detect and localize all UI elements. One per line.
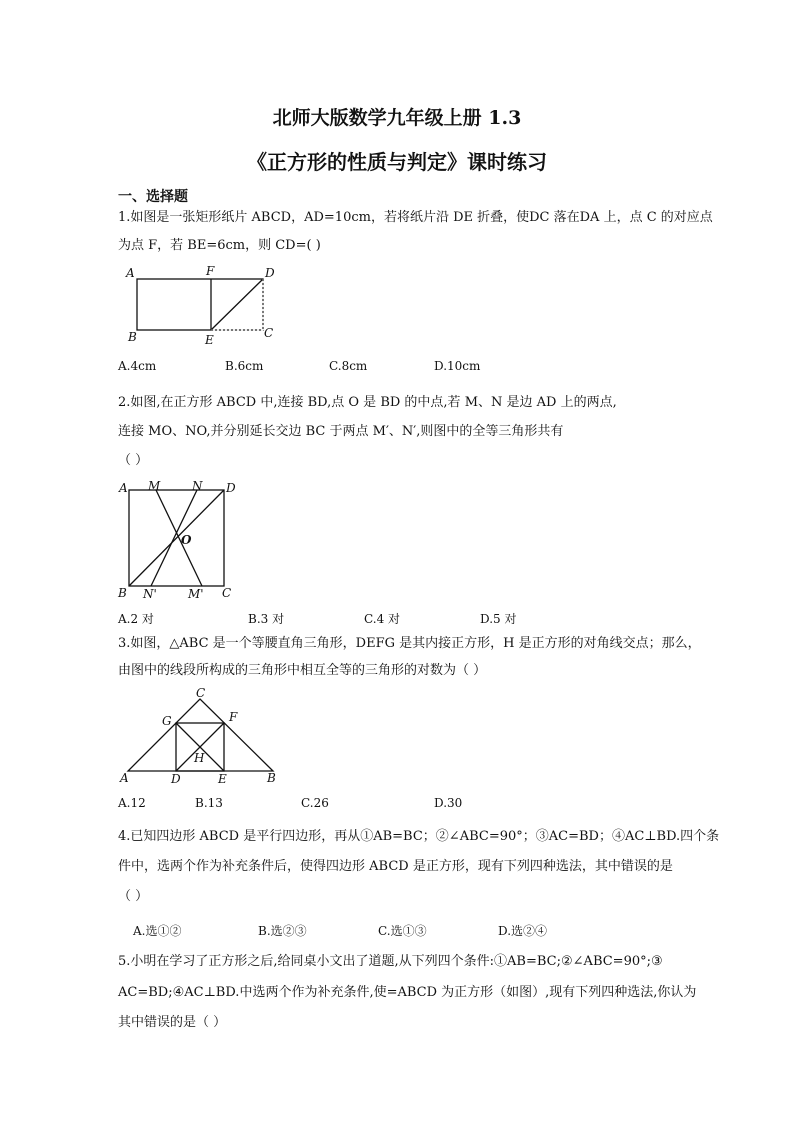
- q2-label-a: A: [119, 481, 128, 495]
- q3-label-g: G: [162, 714, 172, 728]
- q2-option-a[interactable]: A.2 对: [118, 612, 154, 626]
- q1-figure: [120, 262, 280, 348]
- q2-figure: [115, 476, 245, 606]
- q3-option-a[interactable]: A.12: [118, 796, 146, 810]
- q2-label-d: D: [226, 481, 236, 495]
- q1-label-a: A: [126, 266, 135, 280]
- q5-text-line2: AC=BD;④AC⊥BD.中选两个作为补充条件,使=ABCD 为正方形（如图）,现有下列四种选法,你认为: [118, 985, 697, 1000]
- q3-label-d: D: [171, 772, 181, 786]
- q5-text-line1: 5.小明在学习了正方形之后,给同桌小文出了道题,从下列四个条件:①AB=BC;②∠ABC=90°;③: [118, 954, 663, 969]
- q2-label-n: N: [192, 479, 203, 493]
- q2-option-c[interactable]: C.4 对: [364, 612, 401, 626]
- q2-text-line3: （ ）: [118, 453, 149, 468]
- q4-text-line2: 件中，选两个作为补充条件后，使得四边形 ABCD 是正方形，现有下列四种选法，其中错误的是: [118, 859, 673, 874]
- q2-option-d[interactable]: D.5 对: [480, 612, 517, 626]
- q1-label-f: F: [206, 264, 215, 278]
- q1-label-c: C: [264, 326, 274, 340]
- q4-text-line1: 4.已知四边形 ABCD 是平行四边形，再从①AB=BC；②∠ABC=90°；③AC=BD；④AC⊥BD.四个条: [118, 829, 720, 844]
- q1-label-e: E: [205, 333, 214, 347]
- q5-text-line3: 其中错误的是（ ）: [118, 1015, 227, 1030]
- q3-label-e: E: [218, 772, 227, 786]
- doc-title-line2: 《正方形的性质与判定》课时练习: [247, 150, 547, 174]
- doc-title-line1: 北师大版数学九年级上册 1.3: [272, 107, 522, 129]
- q3-text-line1: 3.如图，△ABC 是一个等腰直角三角形，DEFG 是其内接正方形，H 是正方形的对角线交点；那么，: [118, 636, 701, 651]
- q2-label-n-prime: N': [143, 587, 157, 601]
- q1-text-line2: 为点 F，若 BE=6cm，则 CD=( ): [118, 238, 321, 253]
- q2-label-c: C: [222, 586, 232, 600]
- q2-label-m: M: [148, 479, 161, 493]
- q2-text-line1: 2.如图,在正方形 ABCD 中,连接 BD,点 O 是 BD 的中点,若 M、N 是边 AD 上的两点,: [118, 395, 617, 410]
- q3-option-b[interactable]: B.13: [195, 796, 223, 810]
- q4-text-line3: （ ）: [118, 889, 149, 904]
- q4-option-a[interactable]: A.选①②: [133, 924, 182, 938]
- q1-option-a[interactable]: A.4cm: [118, 359, 157, 373]
- q4-option-b[interactable]: B.选②③: [258, 924, 307, 938]
- section-heading: 一、选择题: [118, 189, 188, 205]
- q2-option-b[interactable]: B.3 对: [248, 612, 285, 626]
- q2-label-b: B: [118, 586, 127, 600]
- q2-label-o: O: [181, 533, 192, 547]
- q3-figure: [115, 684, 285, 786]
- q4-option-c[interactable]: C.选①③: [378, 924, 427, 938]
- q2-text-line2: 连接 MO、NO,并分别延长交边 BC 于两点 M′、N′,则图中的全等三角形共有: [118, 424, 564, 439]
- q3-text-line2: 由图中的线段所构成的三角形中相互全等的三角形的对数为（ ）: [118, 663, 487, 678]
- q3-label-f: F: [229, 710, 238, 724]
- q4-option-d[interactable]: D.选②④: [498, 924, 548, 938]
- q3-label-c: C: [196, 686, 206, 700]
- q3-option-c[interactable]: C.26: [301, 796, 329, 810]
- q3-option-d[interactable]: D.30: [434, 796, 463, 810]
- q1-label-b: B: [128, 330, 137, 344]
- q3-label-b: B: [267, 771, 276, 785]
- q3-label-h: H: [194, 751, 205, 765]
- q1-option-c[interactable]: C.8cm: [329, 359, 368, 373]
- q1-label-d: D: [265, 266, 275, 280]
- q1-option-d[interactable]: D.10cm: [434, 359, 481, 373]
- q1-text-line1: 1.如图是一张矩形纸片 ABCD，AD=10cm，若将纸片沿 DE 折叠，使DC 落在DA 上，点 C 的对应点: [118, 210, 713, 225]
- q2-label-m-prime: M': [188, 587, 204, 601]
- q1-option-b[interactable]: B.6cm: [225, 359, 264, 373]
- q3-label-a: A: [120, 771, 129, 785]
